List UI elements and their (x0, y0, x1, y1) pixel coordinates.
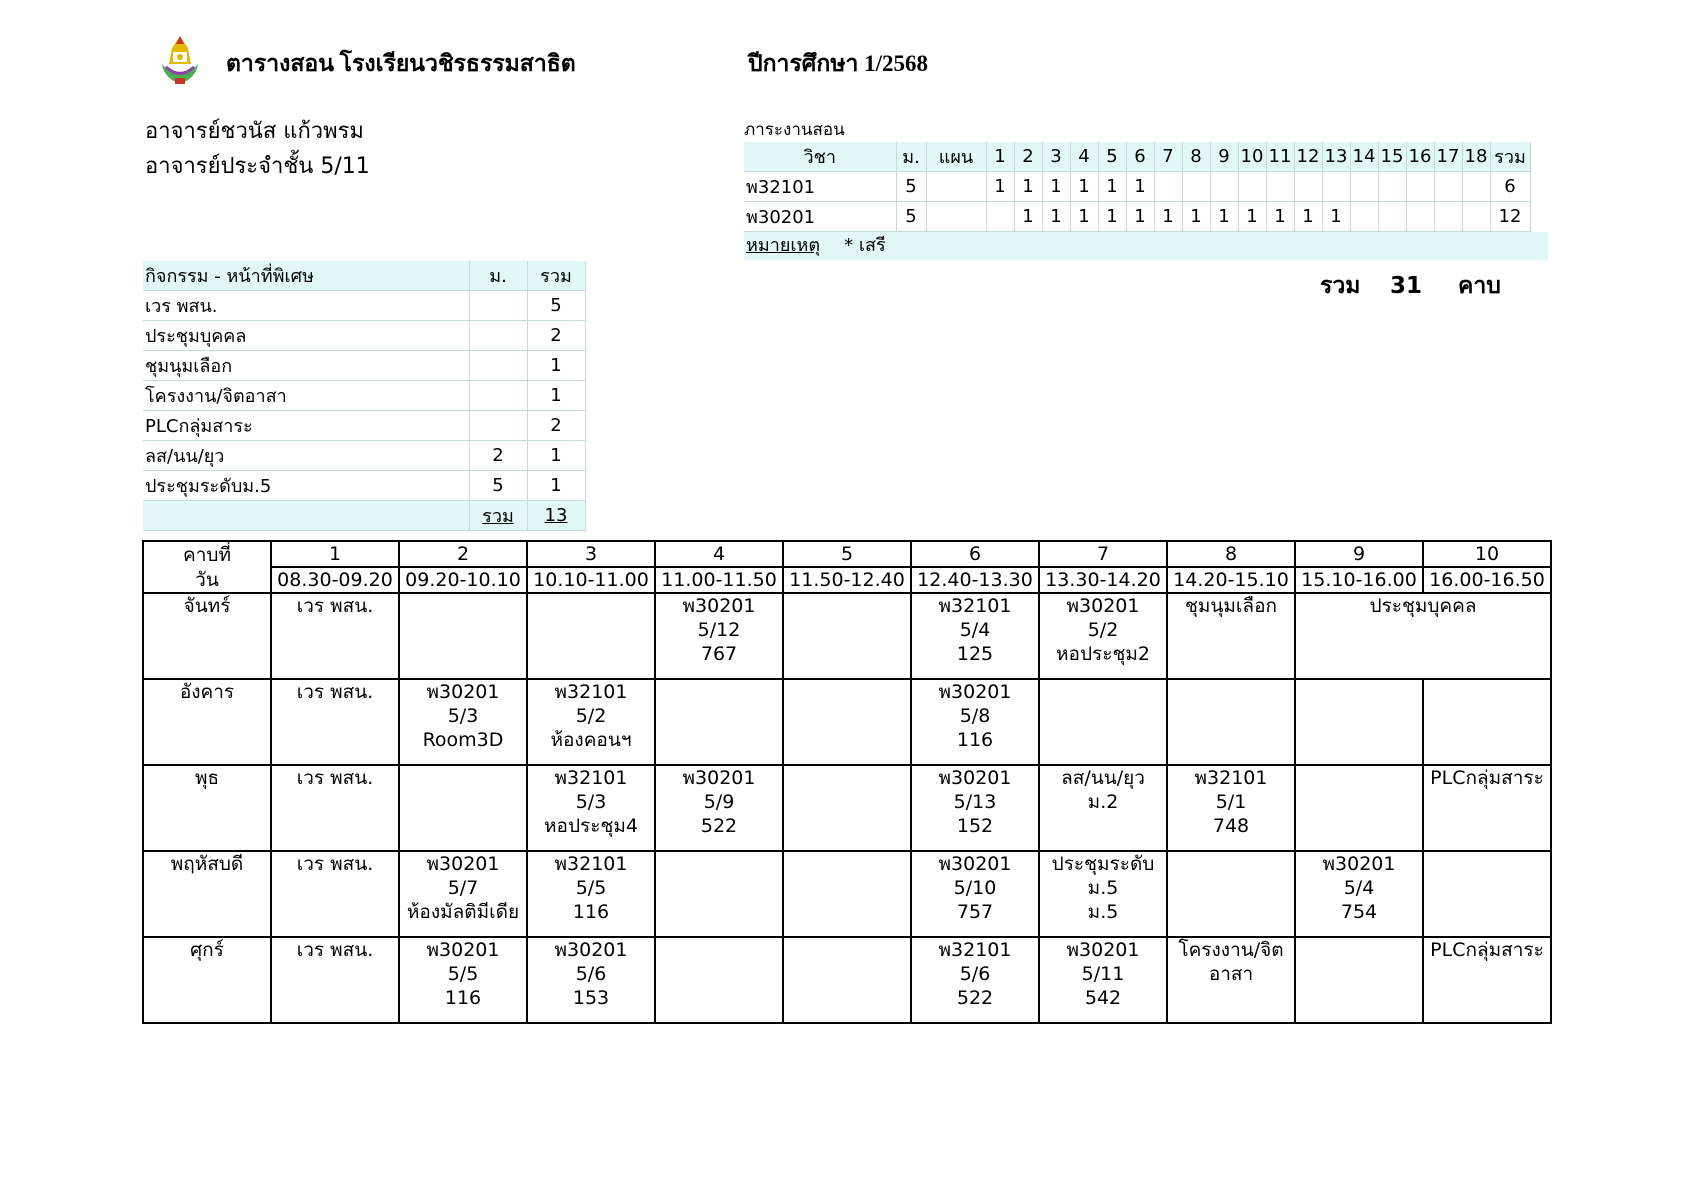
activities-header-cell: รวม (527, 261, 585, 291)
total-value: 31 (1390, 273, 1423, 299)
teaching-load-cell (1322, 172, 1350, 202)
schedule-cell-line: 522 (956, 987, 994, 1009)
schedule-cell-line: เวร พสน. (296, 939, 374, 961)
schedule-cell (1167, 765, 1295, 851)
teaching-load-note (744, 232, 1548, 260)
teacher-name: อาจารย์ชวนัส แก้วพรม (145, 119, 364, 144)
teaching-load-cell: 1 (1322, 202, 1350, 232)
teaching-load-header-cell: 5 (1098, 142, 1126, 172)
schedule-cell-line: อาสา (1208, 963, 1254, 985)
schedule-cell-line: เวร พสน. (296, 681, 374, 703)
teaching-load-cell: 1 (1070, 172, 1098, 202)
teaching-load-cell (926, 202, 986, 232)
teaching-load-cell: 5 (896, 202, 926, 232)
period-time: 14.20-15.10 (1167, 567, 1295, 593)
period-number: 7 (1039, 541, 1167, 567)
schedule-cell (1295, 851, 1423, 937)
teaching-load-header-cell: 12 (1294, 142, 1322, 172)
period-number: 2 (399, 541, 527, 567)
teaching-load-cell: 1 (986, 172, 1014, 202)
schedule-cell-line: พ30201 (938, 767, 1012, 789)
schedule-day-row (143, 593, 1551, 679)
teaching-load-cell: 1 (1182, 202, 1210, 232)
schedule-cell-line: พ30201 (682, 595, 756, 617)
schedule-cell-line: พ30201 (426, 853, 500, 875)
teaching-load-cell (986, 202, 1014, 232)
activity-row (143, 381, 585, 411)
teaching-load-cell: 1 (1042, 202, 1070, 232)
schedule-cell (1167, 937, 1295, 1023)
schedule-cell (655, 679, 783, 765)
teaching-load-header-cell: 11 (1266, 142, 1294, 172)
schedule-cell (1039, 679, 1167, 765)
period-time: 12.40-13.30 (911, 567, 1039, 593)
footer-label-text: รวม (482, 506, 514, 527)
activities-header-cell: ม. (469, 261, 527, 291)
teaching-load-header-cell: 13 (1322, 142, 1350, 172)
schedule-cell-line: 5/8 (959, 705, 991, 727)
period-time: 10.10-11.00 (527, 567, 655, 593)
schedule-cell-line: เวร พสน. (296, 767, 374, 789)
schedule-cell-line: พ30201 (554, 939, 628, 961)
academic-year-title: ปีการศึกษา 1/2568 (748, 51, 929, 76)
school-title: ตารางสอน โรงเรียนวชิรธรรมสาธิต (226, 51, 576, 76)
period-number: 3 (527, 541, 655, 567)
schedule-cell-line: 152 (956, 815, 994, 837)
schedule-cell-line: พ32101 (938, 595, 1012, 617)
teaching-load-cell: 6 (1490, 172, 1530, 202)
schedule-time-row (143, 567, 1551, 593)
schedule-cell (399, 765, 527, 851)
schedule-cell (1167, 679, 1295, 765)
period-number: 8 (1167, 541, 1295, 567)
schedule-cell-line: Room3D (422, 729, 504, 751)
total-unit: คาบ (1458, 273, 1501, 299)
teaching-load-caption: ภาระงานสอน (744, 120, 845, 140)
activity-row (143, 441, 585, 471)
schedule-cell-line: พ32101 (554, 853, 628, 875)
period-time: 08.30-09.20 (271, 567, 399, 593)
period-number: 1 (271, 541, 399, 567)
schedule-cell-line: 5/2 (1087, 619, 1119, 641)
schedule-cell-line: PLCกลุ่มสาระ (1430, 767, 1544, 789)
teaching-load-cell (1406, 172, 1434, 202)
schedule-cell (1423, 765, 1551, 851)
teaching-load-section (744, 118, 1548, 260)
schedule-day-row (143, 679, 1551, 765)
teaching-load-header-cell: 6 (1126, 142, 1154, 172)
schedule-cell-line: พ30201 (426, 939, 500, 961)
schedule-cell-line: พ30201 (938, 681, 1012, 703)
schedule-cell (527, 679, 655, 765)
schedule-cell (1039, 593, 1167, 679)
day-name: อังคาร (143, 679, 271, 765)
teaching-load-header-cell: 16 (1406, 142, 1434, 172)
weekly-schedule-table (142, 540, 1552, 1024)
activity-value: 1 (527, 351, 585, 381)
period-time: 11.00-11.50 (655, 567, 783, 593)
schedule-cell-line: 5/4 (959, 619, 991, 641)
teaching-load-header-cell: 15 (1378, 142, 1406, 172)
activity-value (469, 351, 527, 381)
teaching-load-cell (1378, 172, 1406, 202)
schedule-cell-line: 757 (956, 901, 994, 923)
teaching-load-cell (1154, 172, 1182, 202)
schedule-cell-line: ม.5 (1087, 901, 1119, 923)
homeroom-class: อาจารย์ประจำชั้น 5/11 (145, 154, 370, 179)
schedule-cell (1167, 851, 1295, 937)
activities-table (143, 261, 586, 531)
activities-footer-row (143, 501, 585, 531)
teaching-load-header-cell: 18 (1462, 142, 1490, 172)
schedule-cell-line: หอประชุม2 (1056, 643, 1150, 665)
activity-name: ชุมนุมเลือก (143, 351, 469, 381)
schedule-cell-line: 767 (700, 643, 738, 665)
schedule-cell-line: 5/9 (703, 791, 735, 813)
schedule-cell-line: 5/12 (697, 619, 741, 641)
activity-row (143, 411, 585, 441)
teaching-load-cell (1406, 202, 1434, 232)
teaching-load-header-cell: รวม (1490, 142, 1530, 172)
schedule-cell-line: ม.5 (1087, 877, 1119, 899)
teaching-load-cell: 1 (1238, 202, 1266, 232)
schedule-cell-line: 125 (956, 643, 994, 665)
activity-value: 1 (527, 471, 585, 501)
teaching-load-cell (1266, 172, 1294, 202)
teaching-load-cell (1462, 172, 1490, 202)
schedule-cell (271, 937, 399, 1023)
activity-value: 1 (527, 441, 585, 471)
activity-value (469, 381, 527, 411)
schedule-cell (1295, 593, 1551, 679)
activity-name: เวร พสน. (143, 291, 469, 321)
activities-footer-label (469, 501, 527, 531)
schedule-cell-line: 5/5 (447, 963, 479, 985)
day-name: พฤหัสบดี (143, 851, 271, 937)
schedule-cell (783, 937, 911, 1023)
subject-code: พ32101 (744, 172, 896, 202)
schedule-cell (1423, 851, 1551, 937)
activity-name: โครงงาน/จิตอาสา (143, 381, 469, 411)
activity-value: 1 (527, 381, 585, 411)
schedule-cell-line: 153 (572, 987, 610, 1009)
period-number: 10 (1423, 541, 1551, 567)
teaching-load-cell: 1 (1210, 202, 1238, 232)
activity-value: 2 (527, 321, 585, 351)
schedule-cell (783, 851, 911, 937)
schedule-cell-line: พ30201 (938, 853, 1012, 875)
schedule-day-row (143, 937, 1551, 1023)
schedule-cell-line: ม.2 (1087, 791, 1119, 813)
teaching-load-header-cell: 9 (1210, 142, 1238, 172)
teaching-load-cell: 1 (1042, 172, 1070, 202)
schedule-cell-line: 5/6 (575, 963, 607, 985)
schedule-cell-line: 5/6 (959, 963, 991, 985)
schedule-cell-line: 5/11 (1081, 963, 1125, 985)
schedule-cell (527, 937, 655, 1023)
teaching-load-cell: 1 (1098, 172, 1126, 202)
teaching-load-header-cell: 2 (1014, 142, 1042, 172)
teaching-load-header-cell: 4 (1070, 142, 1098, 172)
teaching-load-header-cell: 7 (1154, 142, 1182, 172)
schedule-cell (399, 593, 527, 679)
schedule-cell (783, 765, 911, 851)
teaching-load-row (744, 202, 1530, 232)
schedule-cell-line: 522 (700, 815, 738, 837)
note-label: หมายเหตุ (746, 235, 821, 256)
teaching-load-cell: 1 (1014, 202, 1042, 232)
teaching-load-row (744, 172, 1530, 202)
schedule-cell (271, 765, 399, 851)
schedule-cell-line: 5/3 (447, 705, 479, 727)
teaching-load-cell (1434, 202, 1462, 232)
schedule-cell-line: พ32101 (554, 767, 628, 789)
teaching-load-header-cell: 1 (986, 142, 1014, 172)
schedule-cell (911, 851, 1039, 937)
teaching-load-cell: 1 (1154, 202, 1182, 232)
activities-footer-total (527, 501, 585, 531)
schedule-cell-line: พ32101 (1194, 767, 1268, 789)
schedule-cell (655, 851, 783, 937)
teaching-load-table (744, 142, 1531, 232)
schedule-cell (655, 765, 783, 851)
schedule-cell-line: โครงงาน/จิต (1178, 939, 1284, 961)
schedule-cell-line: 5/2 (575, 705, 607, 727)
teaching-load-header-cell: 8 (1182, 142, 1210, 172)
schedule-cell-line: 5/3 (575, 791, 607, 813)
schedule-cell (1039, 765, 1167, 851)
period-time: 13.30-14.20 (1039, 567, 1167, 593)
teaching-load-cell (1350, 202, 1378, 232)
teaching-load-cell (1238, 172, 1266, 202)
activity-name: ประชุมบุคคล (143, 321, 469, 351)
activity-value: 2 (469, 441, 527, 471)
schedule-cell-line: 116 (956, 729, 994, 751)
activity-value (469, 291, 527, 321)
teaching-load-cell (1182, 172, 1210, 202)
schedule-cell-line: พ32101 (938, 939, 1012, 961)
schedule-cell-line: 5/4 (1343, 877, 1375, 899)
schedule-cell (1295, 679, 1423, 765)
activities-footer-blank (143, 501, 469, 531)
period-time: 16.00-16.50 (1423, 567, 1551, 593)
schedule-cell-line: เวร พสน. (296, 853, 374, 875)
schedule-cell-line: พ30201 (1066, 939, 1140, 961)
activity-row (143, 351, 585, 381)
teaching-load-cell (1350, 172, 1378, 202)
schedule-cell (1167, 593, 1295, 679)
schedule-day-row (143, 851, 1551, 937)
teaching-load-cell: 1 (1294, 202, 1322, 232)
schedule-cell (655, 593, 783, 679)
schedule-cell (399, 851, 527, 937)
schedule-cell-line: 5/5 (575, 877, 607, 899)
subject-code: พ30201 (744, 202, 896, 232)
schedule-cell-line: ประชุมระดับ (1051, 853, 1155, 875)
schedule-cell-line: 754 (1340, 901, 1378, 923)
teaching-load-cell: 5 (896, 172, 926, 202)
schedule-cell-line: 116 (572, 901, 610, 923)
note-text: * เสรี (844, 235, 886, 256)
schedule-cell (1423, 679, 1551, 765)
schedule-cell (399, 679, 527, 765)
schedule-cell-line: 5/7 (447, 877, 479, 899)
schedule-cell (1295, 937, 1423, 1023)
schedule-cell (527, 765, 655, 851)
schedule-cell-line: ห้องมัลติมีเดีย (406, 901, 520, 923)
teaching-load-cell: 1 (1126, 172, 1154, 202)
activity-name: ลส/นน/ยุว (143, 441, 469, 471)
schedule-cell (1039, 851, 1167, 937)
schedule-cell (1423, 937, 1551, 1023)
activity-row (143, 291, 585, 321)
teaching-load-header-cell: 14 (1350, 142, 1378, 172)
teaching-load-cell (1210, 172, 1238, 202)
day-label: วัน (143, 567, 271, 593)
schedule-cell (399, 937, 527, 1023)
day-name: ศุกร์ (143, 937, 271, 1023)
schedule-cell (527, 851, 655, 937)
schedule-cell-line: 748 (1212, 815, 1250, 837)
schedule-cell (911, 765, 1039, 851)
teaching-load-header-row (744, 142, 1530, 172)
schedule-day-row (143, 765, 1551, 851)
schedule-cell (271, 851, 399, 937)
schedule-cell-line: พ30201 (682, 767, 756, 789)
activities-header-cell: กิจกรรม - หน้าที่พิเศษ (143, 261, 469, 291)
teaching-load-header-cell: 10 (1238, 142, 1266, 172)
schedule-cell-line: 5/1 (1215, 791, 1247, 813)
schedule-period-row (143, 541, 1551, 567)
activity-value: 5 (527, 291, 585, 321)
teaching-load-header-cell: วิชา (744, 142, 896, 172)
schedule-cell-line: 542 (1084, 987, 1122, 1009)
schedule-cell-line: พ30201 (1066, 595, 1140, 617)
schedule-cell (271, 593, 399, 679)
activity-name: PLCกลุ่มสาระ (143, 411, 469, 441)
day-name: จันทร์ (143, 593, 271, 679)
activity-name: ประชุมระดับม.5 (143, 471, 469, 501)
teaching-load-header-cell: 17 (1434, 142, 1462, 172)
schedule-cell-line: ประชุมบุคคล (1369, 595, 1477, 617)
period-time: 15.10-16.00 (1295, 567, 1423, 593)
activity-value (469, 321, 527, 351)
period-time: 11.50-12.40 (783, 567, 911, 593)
teaching-load-cell: 12 (1490, 202, 1530, 232)
teaching-load-header-cell: 3 (1042, 142, 1070, 172)
period-label: คาบที่ (143, 541, 271, 567)
schedule-cell-line: พ32101 (554, 681, 628, 703)
schedule-cell-line: พ30201 (1322, 853, 1396, 875)
schedule-cell-line: ลส/นน/ยุว (1061, 767, 1145, 789)
schedule-cell-line: 5/10 (953, 877, 997, 899)
schedule-cell-line: PLCกลุ่มสาระ (1430, 939, 1544, 961)
total-label: รวม (1320, 273, 1361, 299)
teaching-load-cell: 1 (1098, 202, 1126, 232)
schedule-cell-line: 116 (444, 987, 482, 1009)
activity-value (469, 411, 527, 441)
schedule-cell (783, 679, 911, 765)
schedule-cell (1039, 937, 1167, 1023)
schedule-cell (271, 679, 399, 765)
schedule-cell (911, 679, 1039, 765)
teaching-load-cell: 1 (1126, 202, 1154, 232)
activities-header-row (143, 261, 585, 291)
period-number: 5 (783, 541, 911, 567)
schedule-cell-line: ชุมนุมเลือก (1185, 595, 1277, 617)
activity-value: 5 (469, 471, 527, 501)
schedule-cell (911, 937, 1039, 1023)
period-time: 09.20-10.10 (399, 567, 527, 593)
teaching-load-header-cell: ม. (896, 142, 926, 172)
activity-value: 2 (527, 411, 585, 441)
teaching-load-cell (926, 172, 986, 202)
schedule-cell (655, 937, 783, 1023)
footer-total-text: 13 (544, 505, 568, 526)
teaching-load-cell: 1 (1014, 172, 1042, 202)
teaching-load-cell (1378, 202, 1406, 232)
teaching-load-cell: 1 (1266, 202, 1294, 232)
period-number: 9 (1295, 541, 1423, 567)
schedule-cell (1295, 765, 1423, 851)
teaching-load-cell (1462, 202, 1490, 232)
activity-row (143, 471, 585, 501)
school-emblem-icon (158, 34, 202, 86)
schedule-cell (527, 593, 655, 679)
period-number: 4 (655, 541, 783, 567)
activity-row (143, 321, 585, 351)
schedule-cell-line: ห้องคอนฯ (550, 729, 632, 751)
schedule-cell-line: พ30201 (426, 681, 500, 703)
schedule-cell-line: เวร พสน. (296, 595, 374, 617)
teaching-load-cell: 1 (1070, 202, 1098, 232)
teaching-total (1320, 268, 1501, 304)
schedule-cell (783, 593, 911, 679)
teaching-load-cell (1294, 172, 1322, 202)
schedule-cell-line: หอประชุม4 (544, 815, 638, 837)
teaching-load-cell (1434, 172, 1462, 202)
teaching-load-header-cell: แผน (926, 142, 986, 172)
day-name: พุธ (143, 765, 271, 851)
schedule-cell-line: 5/13 (953, 791, 997, 813)
schedule-cell (911, 593, 1039, 679)
period-number: 6 (911, 541, 1039, 567)
